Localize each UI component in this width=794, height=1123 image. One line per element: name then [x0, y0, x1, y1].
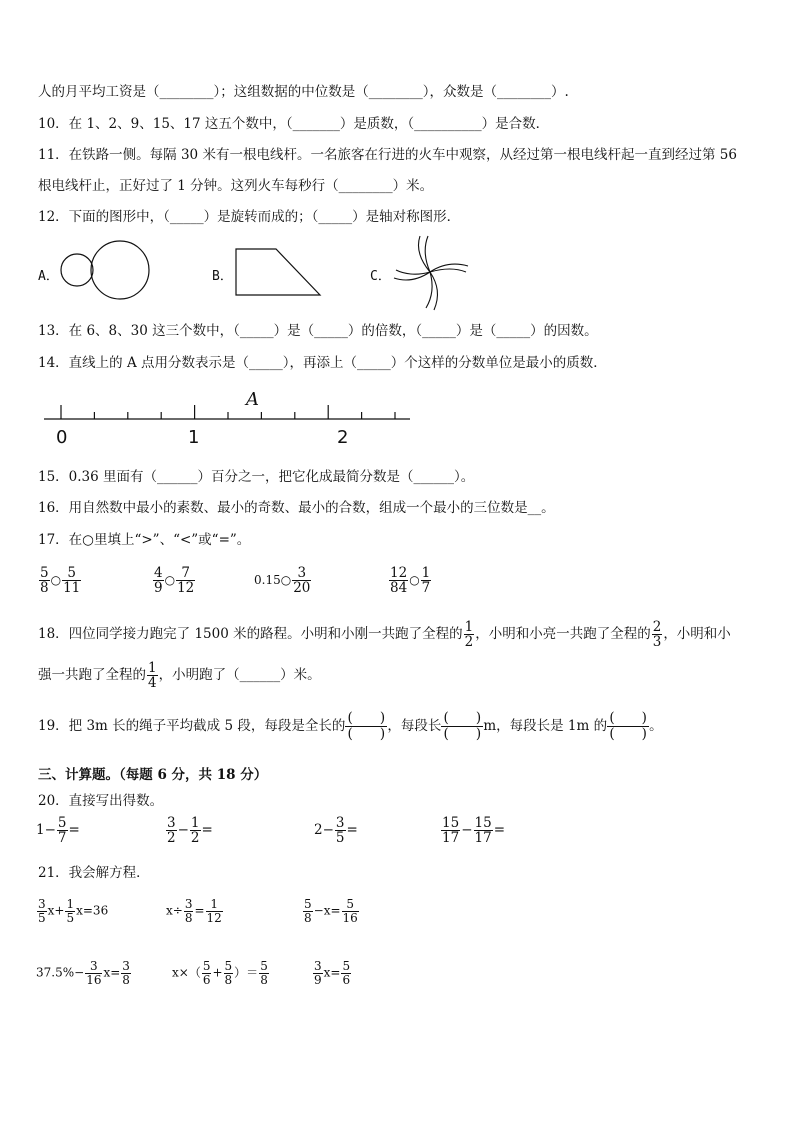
equation-5: x×（ $\frac{5}{6}$ + $\frac{5}{8}$ ）＝ $\frac{5}{8}$ — [172, 959, 268, 987]
pinwheel-figure — [390, 232, 475, 314]
two-circles-figure — [58, 240, 153, 302]
number-line — [40, 384, 415, 446]
question-15: 15．0.36 里面有（______）百分之一，把它化成最简分数是（______）。 — [38, 469, 475, 485]
blank-fraction[interactable]: ( ) ( ) — [345, 711, 387, 742]
equation-3: $\frac{5}{8}$ −x= $\frac{5}{16}$ — [304, 897, 358, 925]
tick-label-0: 0 — [56, 427, 68, 446]
compare-3: 0.15○ $\frac{3}{20}$ — [254, 565, 311, 597]
option-c-label: C． — [370, 269, 391, 284]
question-20: 20．直接写出得数。 — [38, 793, 164, 809]
question-11-line2: 根电线杆止，正好过了 1 分钟。这列火车每秒行（________）米。 — [38, 178, 434, 194]
option-a-label: A． — [38, 269, 59, 284]
question-12: 12．下面的图形中，（_____）是旋转而成的；（_____）是轴对称图形． — [38, 209, 461, 225]
question-10: 10．在 1、2、9、15、17 这五个数中，（_______）是质数，（__________）是合数． — [38, 116, 550, 132]
question-18-line1: 18．四位同学接力跑完了 1500 米的路程。小明和小刚一共跑了全程的 $\frac{1}{2}$ ，小明和小亮一共跑了全程的 $\frac{2}{3}$ ，小明和小 — [38, 619, 731, 651]
circle-blank[interactable]: ○ — [164, 573, 176, 588]
question-19: 19．把 3m 长的绳子平均截成 5 段，每段是全长的 ( ) ( ) ，每段长 ( ) ( ) m，每段长是 1m 的 ( ) ( ) 。 — [38, 710, 663, 742]
calc-3: 2− $\frac{3}{5}$ = — [314, 815, 358, 847]
circle-blank[interactable]: ○ — [409, 573, 420, 588]
question-18-line2: 强一共跑了全程的 $\frac{1}{4}$ ，小明跑了（______）米。 — [38, 660, 321, 692]
question-13: 13．在 6、8、30 这三个数中，（_____）是（_____）的倍数，（_____）是（_____）的因数。 — [38, 323, 598, 339]
calc-2: $\frac{3}{2}$ − $\frac{1}{2}$ = — [167, 815, 213, 847]
q9-continuation: 人的月平均工资是（________）；这组数据的中位数是（________），众数是（________）. — [38, 84, 569, 100]
equation-4: 37.5%− $\frac{3}{16}$ x= $\frac{3}{8}$ — [36, 959, 130, 987]
section-3-heading: 三、计算题。（每题 6 分，共 18 分） — [38, 767, 268, 783]
calc-1: 1− $\frac{5}{7}$ = — [36, 815, 80, 847]
compare-1: $\frac{5}{8}$ ○ $\frac{5}{11}$ — [40, 565, 81, 597]
tick-label-1: 1 — [188, 427, 200, 446]
question-11-line1: 11．在铁路一侧。每隔 30 米有一根电线杆。一名旅客在行进的火车中观察，从经过第一根电线杆起一直到经过第 56 — [38, 147, 737, 163]
compare-4: $\frac{12}{84}$ ○ $\frac{1}{7}$ — [390, 565, 431, 597]
question-17: 17．在○里填上“>”、“<”或“=”。 — [38, 532, 251, 548]
point-a-label: A — [246, 389, 259, 410]
tick-label-2: 2 — [337, 427, 349, 446]
calc-4: $\frac{15}{17}$ − $\frac{15}{17}$ = — [442, 815, 505, 847]
equation-2: x÷ $\frac{3}{8}$ = $\frac{1}{12}$ — [166, 897, 222, 925]
trapezoid-figure — [232, 245, 327, 300]
question-21: 21．我会解方程． — [38, 865, 150, 881]
equation-1: $\frac{3}{5}$ x+ $\frac{1}{5}$ x=36 — [38, 897, 109, 925]
question-16: 16．用自然数中最小的素数、最小的奇数、最小的合数，组成一个最小的三位数是__。 — [38, 500, 555, 516]
compare-2: $\frac{4}{9}$ ○ $\frac{7}{12}$ — [154, 565, 195, 597]
equation-6: $\frac{3}{9}$ x= $\frac{5}{6}$ — [314, 959, 351, 987]
question-14: 14．直线上的 A 点用分数表示是（_____），再添上（_____）个这样的分数单位是最小的质数． — [38, 355, 607, 371]
circle-blank[interactable]: ○ — [280, 573, 292, 588]
blank-fraction[interactable]: ( ) ( ) — [607, 711, 649, 742]
option-b-label: B． — [212, 269, 233, 284]
blank-fraction[interactable]: ( ) ( ) — [441, 711, 483, 742]
circle-blank[interactable]: ○ — [50, 573, 62, 588]
